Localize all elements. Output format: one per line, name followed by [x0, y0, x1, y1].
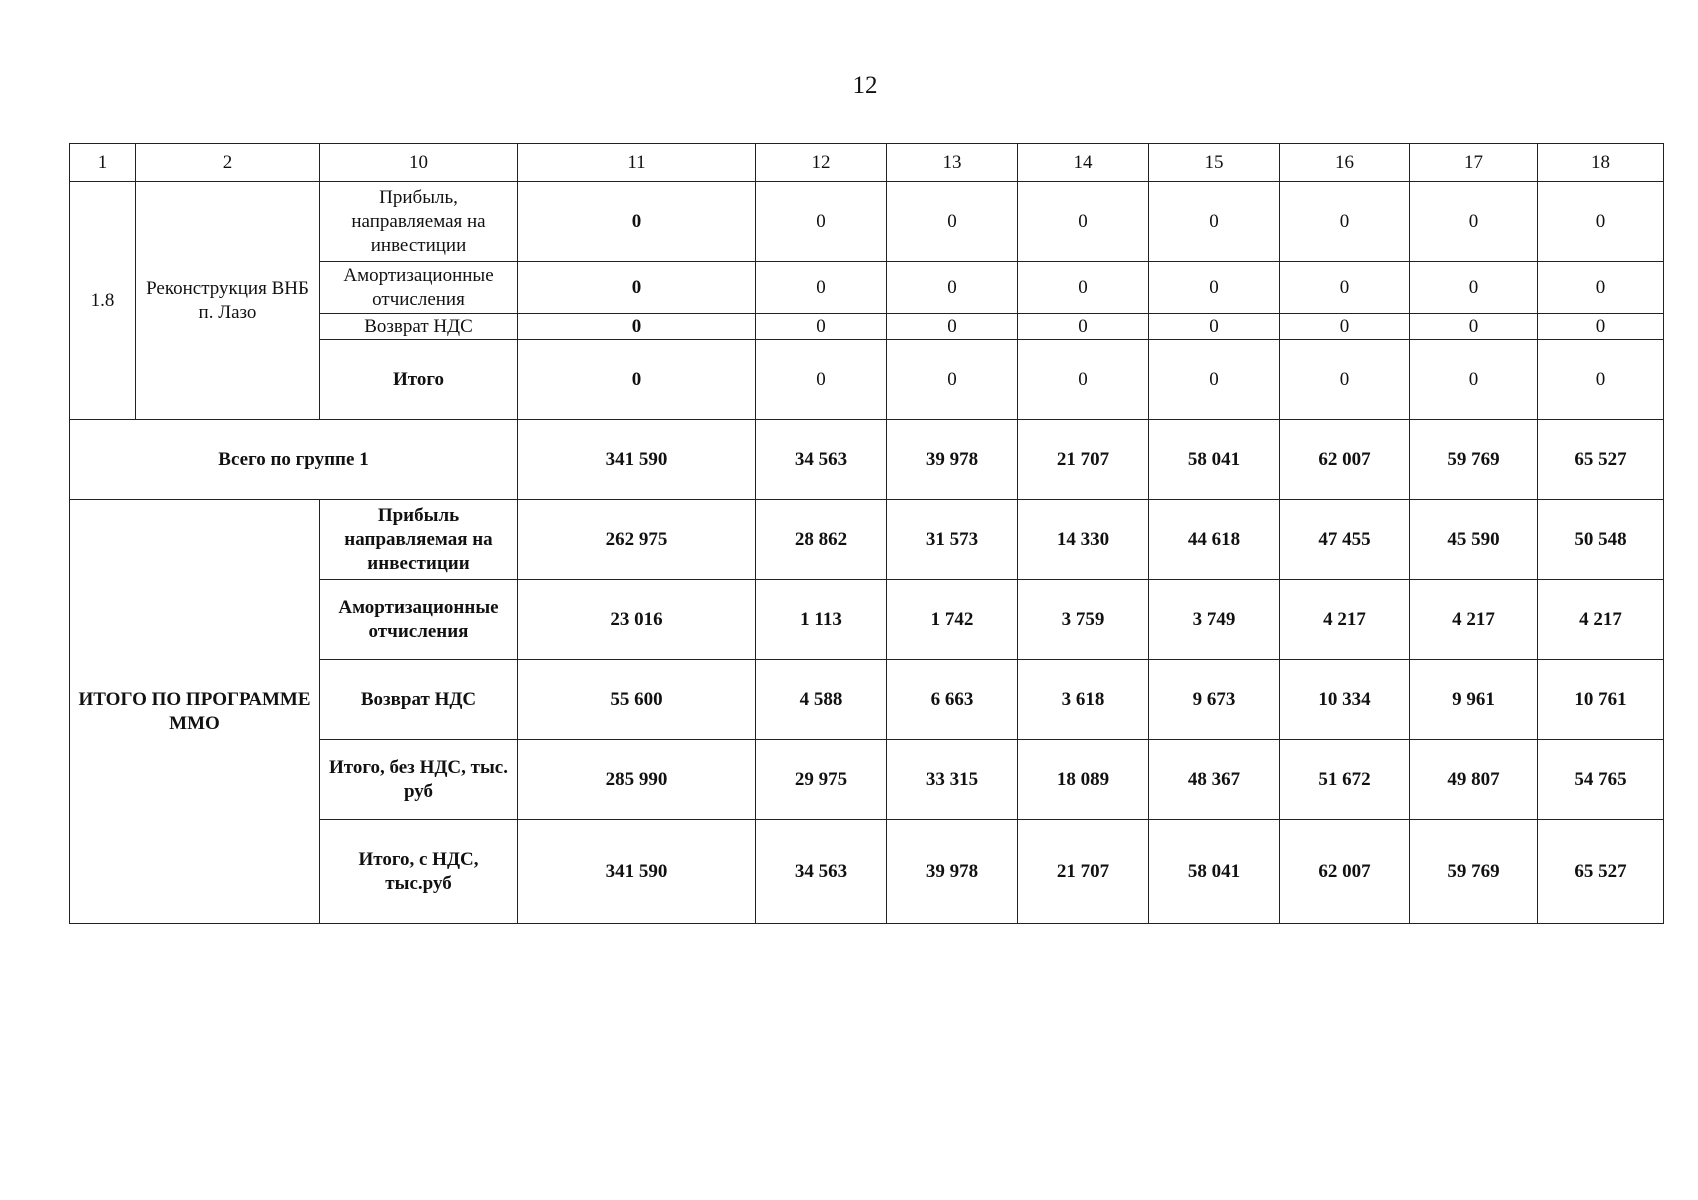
value-cell: 59 769: [1410, 420, 1538, 500]
value-cell: 0: [518, 182, 756, 262]
row-label: Возврат НДС: [320, 660, 518, 740]
value-cell: 3 749: [1149, 580, 1280, 660]
value-cell: 0: [1538, 182, 1664, 262]
value-cell: 9 673: [1149, 660, 1280, 740]
value-cell: 21 707: [1018, 420, 1149, 500]
value-cell: 262 975: [518, 500, 756, 580]
value-cell: 51 672: [1280, 740, 1410, 820]
program-total-label: ИТОГО ПО ПРОГРАММЕ ММО: [70, 500, 320, 924]
header-cell: 13: [887, 144, 1018, 182]
header-cell: 12: [756, 144, 887, 182]
value-cell: 0: [1280, 262, 1410, 314]
value-cell: 0: [887, 262, 1018, 314]
value-cell: 0: [1280, 340, 1410, 420]
value-cell: 23 016: [518, 580, 756, 660]
value-cell: 341 590: [518, 820, 756, 924]
value-cell: 0: [1149, 262, 1280, 314]
row-label: Прибыль, направляемая на инвестиции: [320, 182, 518, 262]
value-cell: 62 007: [1280, 420, 1410, 500]
header-cell: 15: [1149, 144, 1280, 182]
value-cell: 28 862: [756, 500, 887, 580]
value-cell: 0: [756, 314, 887, 340]
value-cell: 18 089: [1018, 740, 1149, 820]
value-cell: 0: [518, 314, 756, 340]
header-cell: 17: [1410, 144, 1538, 182]
value-cell: 0: [1410, 340, 1538, 420]
value-cell: 0: [887, 340, 1018, 420]
value-cell: 31 573: [887, 500, 1018, 580]
value-cell: 0: [887, 182, 1018, 262]
value-cell: 34 563: [756, 420, 887, 500]
value-cell: 4 588: [756, 660, 887, 740]
value-cell: 21 707: [1018, 820, 1149, 924]
value-cell: 0: [518, 340, 756, 420]
header-cell: 2: [136, 144, 320, 182]
value-cell: 0: [887, 314, 1018, 340]
row-label: Амортизационные отчисления: [320, 262, 518, 314]
row-label: Возврат НДС: [320, 314, 518, 340]
value-cell: 58 041: [1149, 420, 1280, 500]
header-cell: 16: [1280, 144, 1410, 182]
value-cell: 0: [1149, 314, 1280, 340]
value-cell: 0: [1538, 314, 1664, 340]
value-cell: 4 217: [1410, 580, 1538, 660]
item-number: 1.8: [70, 182, 136, 420]
header-cell: 11: [518, 144, 756, 182]
value-cell: 14 330: [1018, 500, 1149, 580]
value-cell: 0: [1018, 314, 1149, 340]
value-cell: 0: [1149, 340, 1280, 420]
value-cell: 285 990: [518, 740, 756, 820]
value-cell: 3 618: [1018, 660, 1149, 740]
header-cell: 18: [1538, 144, 1664, 182]
value-cell: 0: [756, 340, 887, 420]
value-cell: 0: [1018, 262, 1149, 314]
value-cell: 0: [518, 262, 756, 314]
value-cell: 0: [1410, 182, 1538, 262]
value-cell: 3 759: [1018, 580, 1149, 660]
value-cell: 39 978: [887, 420, 1018, 500]
value-cell: 54 765: [1538, 740, 1664, 820]
value-cell: 65 527: [1538, 820, 1664, 924]
value-cell: 0: [1149, 182, 1280, 262]
row-label: Итого: [320, 340, 518, 420]
value-cell: 29 975: [756, 740, 887, 820]
value-cell: 58 041: [1149, 820, 1280, 924]
value-cell: 59 769: [1410, 820, 1538, 924]
value-cell: 62 007: [1280, 820, 1410, 924]
value-cell: 50 548: [1538, 500, 1664, 580]
value-cell: 44 618: [1149, 500, 1280, 580]
value-cell: 0: [756, 182, 887, 262]
value-cell: 0: [1280, 182, 1410, 262]
row-label: Итого, без НДС, тыс. руб: [320, 740, 518, 820]
group-total-label: Всего по группе 1: [70, 420, 518, 500]
value-cell: 10 761: [1538, 660, 1664, 740]
value-cell: 45 590: [1410, 500, 1538, 580]
value-cell: 47 455: [1280, 500, 1410, 580]
value-cell: 6 663: [887, 660, 1018, 740]
value-cell: 9 961: [1410, 660, 1538, 740]
value-cell: 341 590: [518, 420, 756, 500]
value-cell: 4 217: [1280, 580, 1410, 660]
value-cell: 1 113: [756, 580, 887, 660]
value-cell: 33 315: [887, 740, 1018, 820]
table-row: [70, 500, 1664, 580]
value-cell: 1 742: [887, 580, 1018, 660]
value-cell: 0: [1018, 340, 1149, 420]
value-cell: 39 978: [887, 820, 1018, 924]
value-cell: 0: [756, 262, 887, 314]
table-row: [70, 182, 1664, 262]
header-row: [70, 144, 1664, 182]
value-cell: 0: [1410, 262, 1538, 314]
row-label: Амортизационные отчисления: [320, 580, 518, 660]
header-cell: 10: [320, 144, 518, 182]
value-cell: 0: [1410, 314, 1538, 340]
value-cell: 34 563: [756, 820, 887, 924]
value-cell: 0: [1018, 182, 1149, 262]
row-label: Прибыль направляемая на инвестиции: [320, 500, 518, 580]
header-cell: 14: [1018, 144, 1149, 182]
item-name: Реконструкция ВНБ п. Лазо: [136, 182, 320, 420]
value-cell: 49 807: [1410, 740, 1538, 820]
page-number: 12: [852, 72, 878, 99]
value-cell: 0: [1538, 340, 1664, 420]
investment-table: [69, 143, 1664, 924]
value-cell: 65 527: [1538, 420, 1664, 500]
value-cell: 55 600: [518, 660, 756, 740]
value-cell: 10 334: [1280, 660, 1410, 740]
value-cell: 48 367: [1149, 740, 1280, 820]
value-cell: 0: [1280, 314, 1410, 340]
value-cell: 0: [1538, 262, 1664, 314]
group-total-row: [70, 420, 1664, 500]
value-cell: 4 217: [1538, 580, 1664, 660]
header-cell: 1: [70, 144, 136, 182]
row-label: Итого, с НДС, тыс.руб: [320, 820, 518, 924]
